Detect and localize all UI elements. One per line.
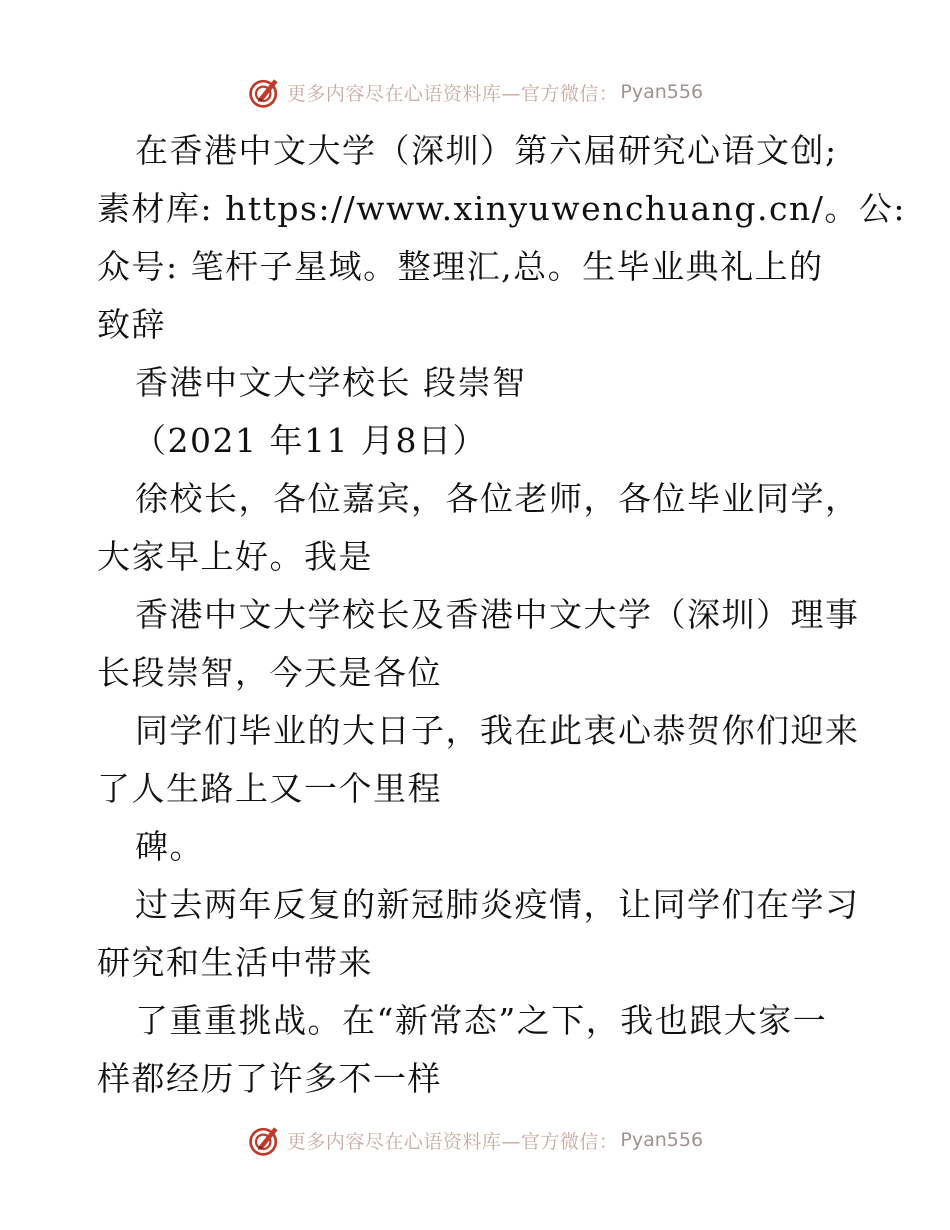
text-line: 致辞 <box>97 305 166 344</box>
watermark-text: 更多内容尽在心语资料库—官方微信： <box>286 1130 619 1153</box>
text-line: 过去两年反复的新冠肺炎疫情，让同学们在学习 <box>135 885 860 924</box>
text-line: 碑。 <box>135 827 204 866</box>
text-line: 样都经历了许多不一样 <box>97 1059 442 1098</box>
text-line: （2021 年11 月8日） <box>133 421 487 460</box>
pen-logo-icon <box>247 74 283 110</box>
text-line: 在香港中文大学（深圳）第六届研究心语文创; <box>135 131 838 170</box>
text-line: 香港中文大学校长及香港中文大学（深圳）理事 <box>135 595 860 634</box>
document-body <box>97 122 906 1108</box>
pen-logo-icon <box>247 1122 283 1158</box>
footer-watermark <box>0 1120 950 1160</box>
text-line: 大家早上好。我是 <box>97 537 373 576</box>
text-line: 同学们毕业的大日子，我在此衷心恭贺你们迎来 <box>135 711 860 750</box>
text-line: 长段崇智，今天是各位 <box>97 653 442 692</box>
text-line: 众号: 笔杆子星域。整理汇,总。生毕业典礼上的 <box>97 247 824 286</box>
text-line: 徐校长，各位嘉宾，各位老师，各位毕业同学， <box>135 479 860 518</box>
watermark-text: 更多内容尽在心语资料库—官方微信： <box>286 82 619 105</box>
text-line: 了人生路上又一个里程 <box>97 769 442 808</box>
watermark-wechat-id: Pyan556 <box>620 81 704 103</box>
text-line: 了重重挑战。在“新常态”之下，我也跟大家一 <box>135 1001 828 1040</box>
watermark-wechat-id: Pyan556 <box>620 1129 704 1151</box>
header-watermark <box>0 72 950 112</box>
text-line: 素材库: https://www.xinyuwenchuang.cn/。公: <box>97 189 906 228</box>
text-line: 香港中文大学校长 段崇智 <box>135 363 527 402</box>
text-line: 研究和生活中带来 <box>97 943 373 982</box>
